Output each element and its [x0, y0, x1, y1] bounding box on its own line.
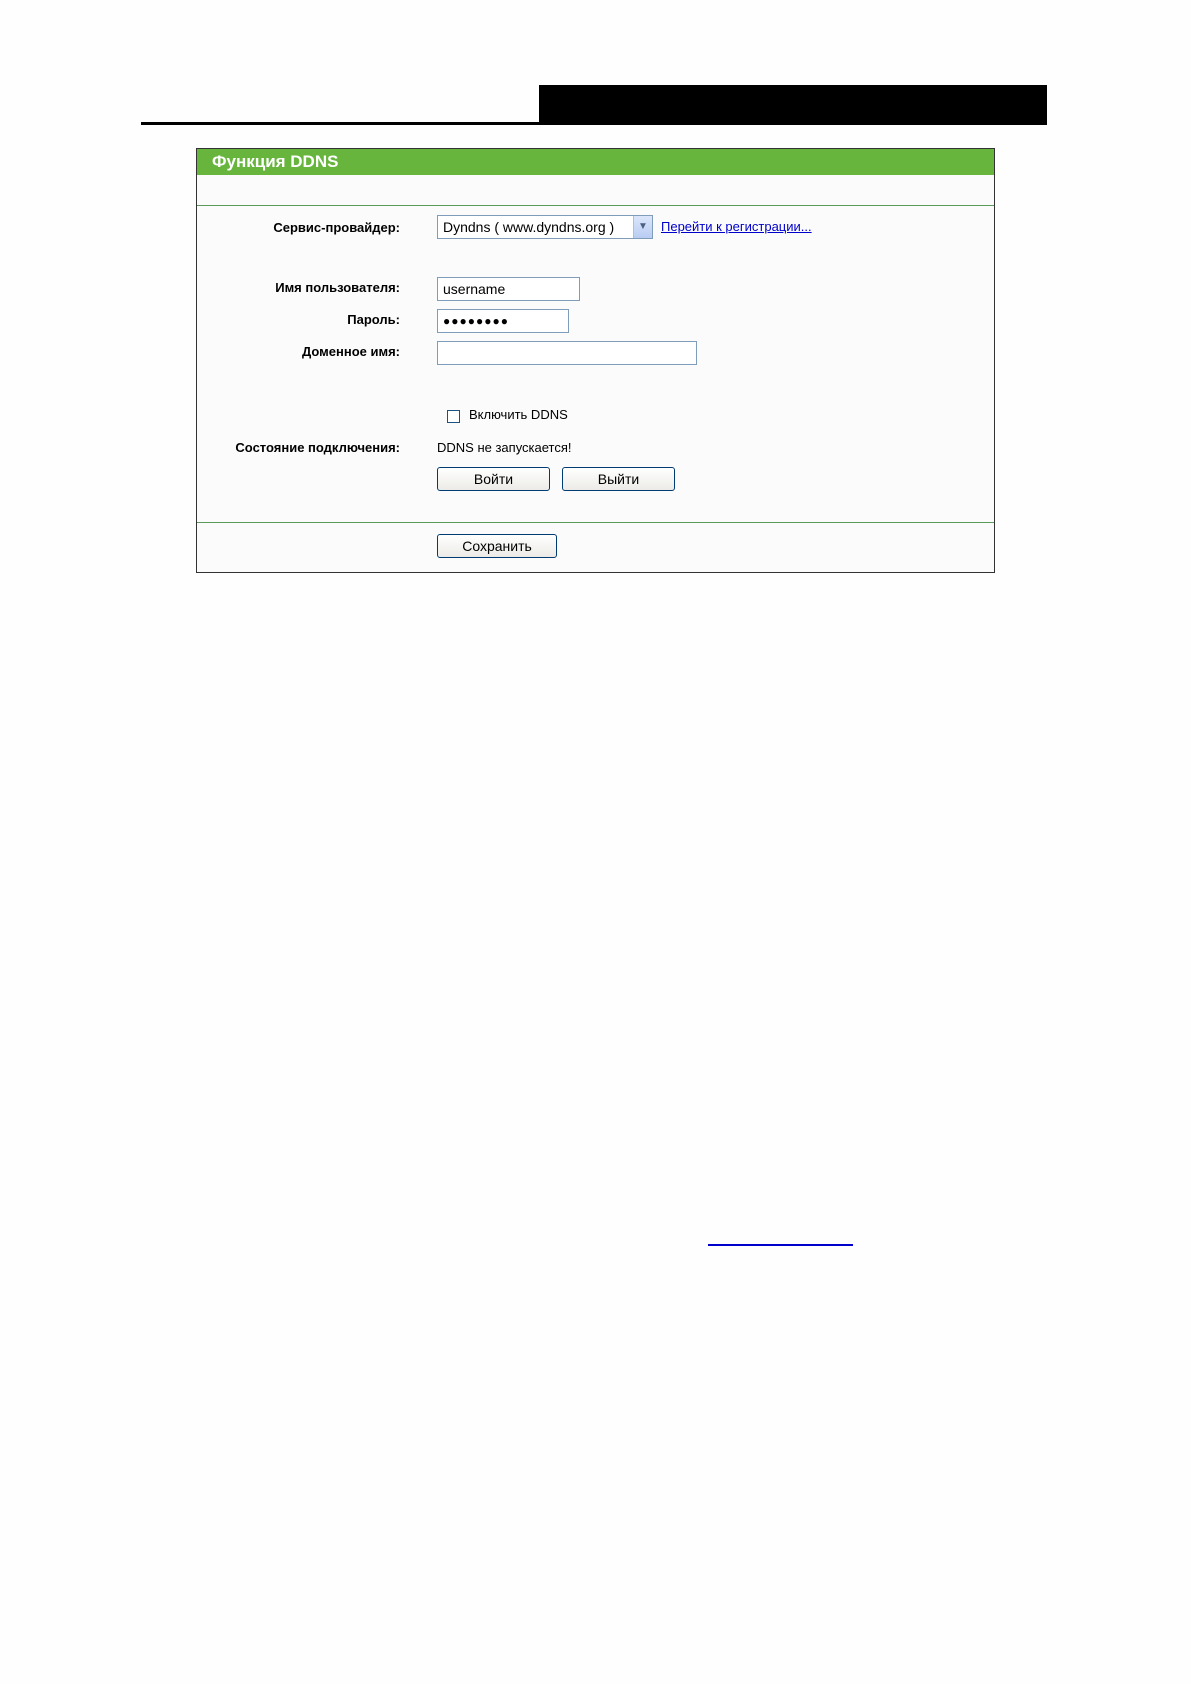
- domain-input[interactable]: [437, 341, 697, 365]
- provider-label: Сервис-провайдер:: [273, 220, 400, 235]
- username-input[interactable]: username: [437, 277, 580, 301]
- chevron-down-icon[interactable]: ▼: [633, 216, 652, 238]
- register-link[interactable]: Перейти к регистрации...: [661, 219, 812, 234]
- header-rule: [141, 122, 1046, 125]
- panel-title: Функция DDNS: [197, 149, 994, 175]
- ddns-panel: [196, 148, 995, 573]
- link-underline: [708, 1244, 853, 1246]
- status-label: Состояние подключения:: [235, 440, 400, 455]
- login-button[interactable]: Войти: [437, 467, 550, 491]
- save-button[interactable]: Сохранить: [437, 534, 557, 558]
- provider-select-value: Dyndns ( www.dyndns.org ): [443, 219, 615, 235]
- username-label: Имя пользователя:: [275, 280, 400, 295]
- domain-label: Доменное имя:: [301, 344, 400, 359]
- logout-button[interactable]: Выйти: [562, 467, 675, 491]
- provider-select[interactable]: [437, 215, 653, 239]
- header-bar: [539, 85, 1047, 125]
- divider: [197, 205, 994, 206]
- enable-ddns-checkbox[interactable]: [447, 410, 460, 423]
- password-label: Пароль:: [347, 312, 400, 327]
- password-input[interactable]: ●●●●●●●●: [437, 309, 569, 333]
- enable-ddns-label: Включить DDNS: [469, 407, 568, 422]
- status-value: DDNS не запускается!: [437, 440, 572, 455]
- divider: [197, 522, 994, 523]
